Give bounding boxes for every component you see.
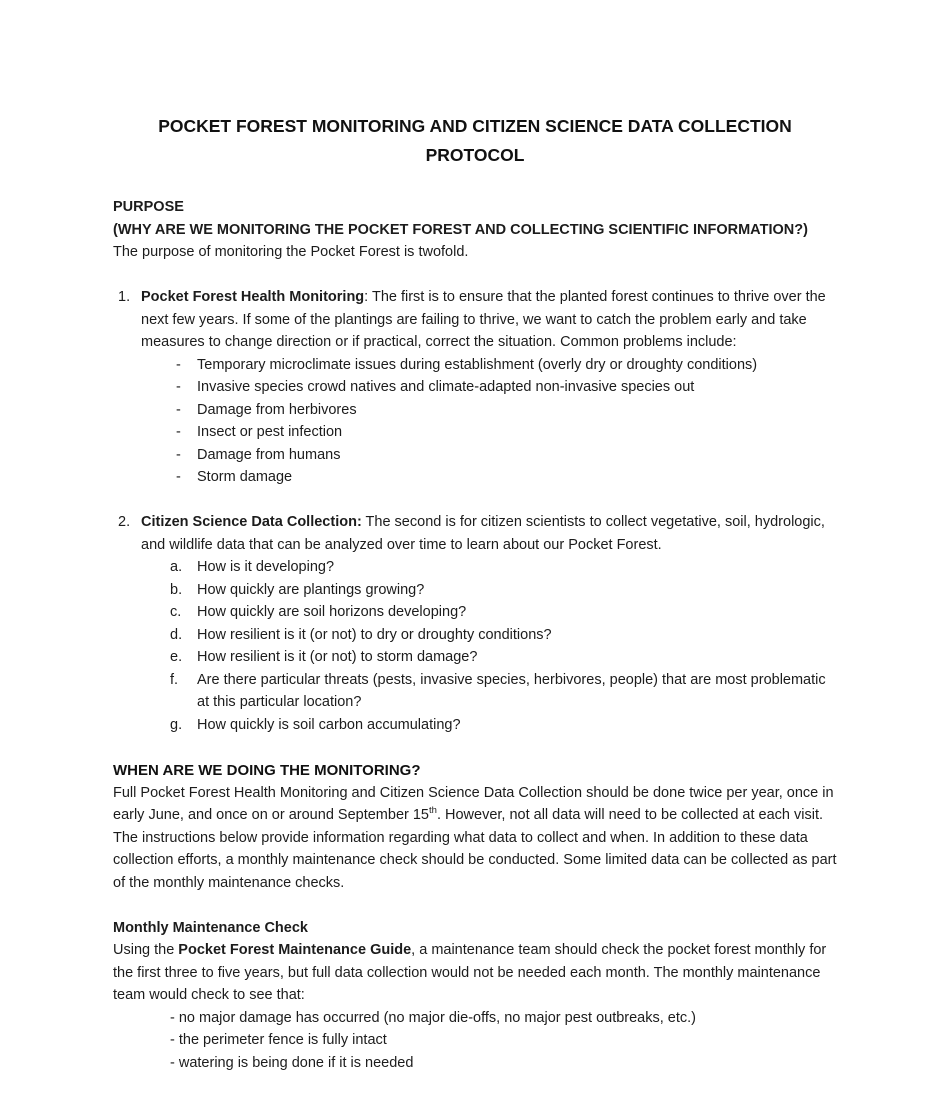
title-line-2: PROTOCOL [425, 145, 525, 165]
question-letter: a. [170, 559, 183, 575]
check-line: - the perimeter fence is fully intact [170, 1032, 387, 1048]
when-paragraph [113, 782, 837, 895]
item-paragraph [141, 286, 837, 354]
item-paragraph [141, 511, 837, 556]
maintenance-heading: Monthly Maintenance Check [113, 919, 308, 936]
question-letter: d. [170, 626, 183, 643]
bullet-dash: - [176, 469, 181, 485]
item-text: The second is for citizen scientists to collect vegetative, soil, hydrologic, and wildlife data that can be analyzed over time to learn about our Pocket Forest. [141, 514, 825, 553]
numbered-item-2 [113, 511, 837, 736]
question-text: How quickly are soil horizons developing? [197, 604, 467, 620]
bullet-dash: - [176, 379, 181, 395]
bullet-text: Storm damage [197, 469, 293, 485]
bullet-item [141, 376, 837, 399]
item-text: : The first is to ensure that the planted forest continues to thrive over the next few years. If some of the plantings are failing to thrive, we want to catch the problem early and take measures to change direction or if practical, correct the situation. Common problems include: [141, 289, 826, 350]
question-text: How resilient is it (or not) to dry or droughty conditions? [197, 626, 552, 643]
question-letter: g. [170, 716, 183, 733]
maintenance-section [113, 917, 837, 1075]
bullet-dash: - [176, 446, 181, 463]
item-lead: Pocket Forest Health Monitoring [141, 289, 365, 305]
when-text-after: . However, not all data will need to be collected at each visit. The instructions below provide information regarding what data to collect and when. In addition to these data collection efforts, a monthly maintenance check should be conducted. Some limited data can be collected as part of the monthly maintenance checks. [113, 807, 837, 891]
bullet-text: Damage from herbivores [197, 401, 357, 418]
check-line: - no major damage has occurred (no major die-offs, no major pest outbreaks, etc.) [170, 1009, 697, 1026]
bullet-item [141, 444, 837, 467]
question-letter: b. [170, 581, 183, 598]
ordinal-suffix: th [429, 805, 437, 817]
bullet-dash: - [176, 356, 181, 373]
purpose-section [113, 196, 837, 264]
question-item [141, 646, 837, 669]
item-number: 1. [118, 289, 131, 305]
title-line-1: POCKET FOREST MONITORING AND CITIZEN SCIENCE DATA COLLECTION [158, 116, 792, 136]
question-text: How quickly is soil carbon accumulating? [197, 716, 461, 733]
question-item [141, 556, 837, 579]
question-text: How resilient is it (or not) to storm damage? [197, 649, 478, 665]
bullet-text: Temporary microclimate issues during establishment (overly dry or droughty conditions) [197, 356, 758, 373]
question-letter: e. [170, 649, 183, 665]
bullet-text: Invasive species crowd natives and climate-adapted non-invasive species out [197, 379, 695, 395]
question-item [141, 579, 837, 602]
bullet-item [141, 466, 837, 489]
item-body [141, 286, 837, 489]
when-heading: WHEN ARE WE DOING THE MONITORING? [113, 761, 421, 779]
question-item [141, 714, 837, 737]
bullet-item [141, 354, 837, 377]
maintenance-text-1: Using the [113, 942, 179, 958]
bullet-text: Damage from humans [197, 446, 341, 463]
item-lead: Citizen Science Data Collection: [141, 514, 362, 530]
check-line: - watering is being done if it is needed [170, 1054, 414, 1071]
question-item [141, 624, 837, 647]
purpose-heading: PURPOSE [113, 199, 184, 215]
bullet-item [141, 399, 837, 422]
purpose-intro: The purpose of monitoring the Pocket Forest is twofold. [113, 244, 469, 260]
when-text-before: Full Pocket Forest Health Monitoring and Citizen Science Data Collection should be done twice per year, once in early June, and once on or around September 15 [113, 784, 834, 823]
bullet-item [141, 421, 837, 444]
item-body [141, 511, 837, 736]
when-section [113, 759, 837, 895]
question-text: How is it developing? [197, 559, 335, 575]
bullet-text: Insect or pest infection [197, 424, 343, 440]
item-number: 2. [118, 514, 131, 530]
question-item [141, 669, 837, 714]
question-text: How quickly are plantings growing? [197, 581, 425, 598]
purpose-subheading: (WHY ARE WE MONITORING THE POCKET FOREST AND COLLECTING SCIENTIFIC INFORMATION?) [113, 221, 808, 238]
maintenance-paragraph [113, 939, 837, 1007]
maintenance-guide-name: Pocket Forest Maintenance Guide [178, 942, 412, 958]
question-letter: f. [170, 671, 179, 688]
question-text: Are there particular threats (pests, invasive species, herbivores, people) that are most problematic at this particular location? [197, 671, 826, 710]
document-title [113, 112, 837, 170]
question-item [141, 601, 837, 624]
bullet-dash: - [176, 424, 181, 440]
numbered-item-1 [113, 286, 837, 489]
maintenance-text-2: , a maintenance team should check the pocket forest monthly for the first three to five years, but full data collection would not be needed each month. The monthly maintenance team would check to see that: [113, 942, 827, 1003]
question-letter: c. [170, 604, 182, 620]
bullet-dash: - [176, 401, 181, 418]
